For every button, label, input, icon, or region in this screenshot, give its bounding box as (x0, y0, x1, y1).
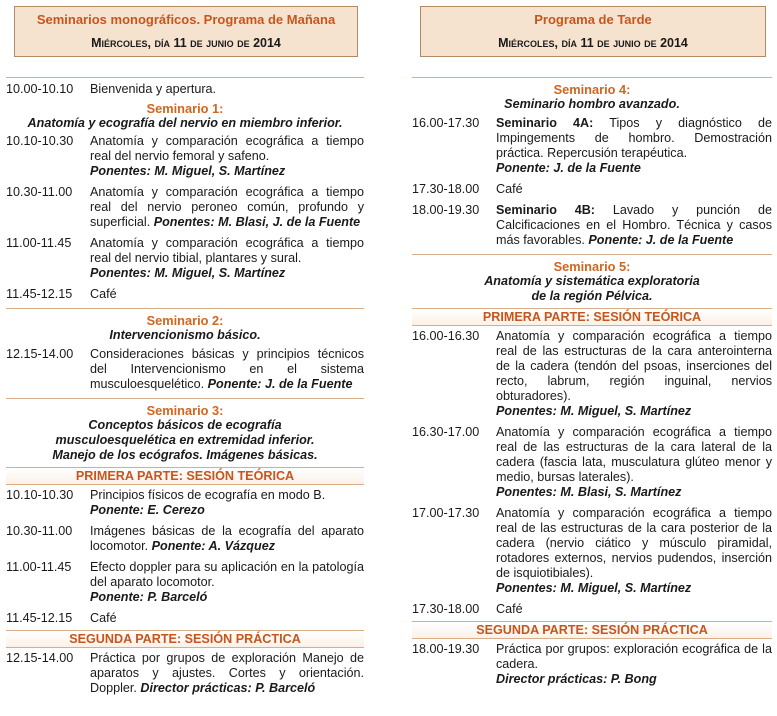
section-heading-theory: PRIMERA PARTE: SESIÓN TEÓRICA (6, 467, 364, 485)
schedule-item: 12.15-14.00 Consideraciones básicas y principios técnicos del Intervencionismo en el sistema musculoesquelético. Ponente: J. de la Fuente (6, 347, 364, 391)
afternoon-column (412, 6, 772, 687)
divider (6, 308, 364, 309)
schedule-item: 16.30-17.00 Anatomía y comparación ecográfica a tiempo real de las estructuras de la cara lateral de la cadera (fascia lata, musculatura glúteo menor y medio, bursas laterales). Ponentes: M. Blasi, S. Martínez (412, 425, 772, 499)
seminar-2-number: Seminario 2: (146, 313, 224, 328)
schedule-item: 11.00-11.45 Anatomía y comparación ecográfica a tiempo real del nervio tibial, plantares y sural. Ponentes: M. Miguel, S. Martínez (6, 236, 364, 280)
divider (6, 77, 364, 78)
schedule-item: 11.45-12.15 Café (6, 611, 117, 625)
schedule-item: 16.00-17.30 Seminario 4A: Tipos y diagnóstico de Impingements de hombro. Demostración práctica. Repercusión terapéutica. Ponente: J. de la Fuente (412, 116, 773, 175)
seminar-3-name-line3: Manejo de los ecógrafos. Imágenes básicas. (52, 448, 318, 462)
seminar-3-number: Seminario 3: (146, 403, 224, 418)
morning-date: Miércoles, día 11 de junio de 2014 (91, 36, 281, 50)
divider (412, 254, 772, 255)
schedule-item: 10.00-10.10 Bienvenida y apertura. (6, 82, 217, 96)
afternoon-date: Miércoles, día 11 de junio de 2014 (498, 36, 688, 50)
schedule-item: 10.30-11.00 Imágenes básicas de la ecografía del aparato locomotor. Ponente: A. Vázquez (6, 524, 364, 553)
section-heading-practice: SEGUNDA PARTE: SESIÓN PRÁCTICA (412, 621, 772, 639)
divider (412, 77, 772, 78)
seminar-1-name: Anatomía y ecografía del nervio en miembro inferior. (27, 116, 343, 130)
schedule-item: 11.45-12.15 Café (6, 287, 117, 301)
schedule-item: 10.10-10.30 Anatomía y comparación ecográfica a tiempo real del nervio femoral y safeno. Ponentes: M. Miguel, S. Martínez (6, 134, 364, 178)
seminar-2-name: Intervencionismo básico. (109, 328, 261, 342)
schedule-item: 12.15-14.00 Práctica por grupos de exploración Manejo de aparatos y ajustes. Cortes y orientación. Doppler. Director prácticas: P. Barceló (6, 651, 364, 695)
seminar-5-number: Seminario 5: (553, 259, 631, 274)
seminar-4-number: Seminario 4: (553, 82, 631, 97)
morning-column (6, 6, 364, 696)
schedule-item: 17.00-17.30 Anatomía y comparación ecográfica a tiempo real de las estructuras de la cara posterior de la cadera (nervio ciático y músculo piramidal, rotadores externos, nervios pudendos, inserción de isquiotibiales). Ponentes: M. Miguel, S. Martínez (412, 506, 772, 595)
seminar-5-name-line2: de la región Pélvica. (531, 289, 653, 303)
schedule-item: 16.00-16.30 Anatomía y comparación ecográfica a tiempo real de las estructuras de la cara anterointerna de la cadera (tendón del psoas, inserciones del recto, labrum, región inguinal, nervios obturadores). Ponentes: M. Miguel, S. Martínez (412, 329, 772, 418)
schedule-item: 17.30-18.00 Café (412, 182, 523, 196)
morning-header (14, 6, 358, 57)
schedule-item: 10.30-11.00 Anatomía y comparación ecográfica a tiempo real del nervio peroneo común, profundo y superficial. Ponentes: M. Blasi, J. de la Fuente (6, 185, 364, 229)
seminar-3-name-line1: Conceptos básicos de ecografía (88, 418, 282, 432)
section-heading-practice: SEGUNDA PARTE: SESIÓN PRÁCTICA (6, 630, 364, 648)
morning-title: Seminarios monográficos. Programa de Mañana (36, 12, 336, 27)
schedule-item: 18.00-19.30 Seminario 4B: Lavado y punción de Calcificaciones en el Hombro. Técnica y casos más favorables. Ponente: J. de la Fuente (412, 203, 773, 247)
schedule-item: 11.00-11.45 Efecto doppler para su aplicación en la patología del aparato locomotor. Ponente: P. Barceló (6, 560, 364, 604)
afternoon-header (420, 6, 766, 57)
schedule-item: 10.10-10.30 Principios físicos de ecografía en modo B. Ponente: E. Cerezo (6, 488, 326, 517)
seminar-5-name-line1: Anatomía y sistemática exploratoria (484, 274, 700, 288)
divider (6, 398, 364, 399)
seminar-4-name: Seminario hombro avanzado. (504, 97, 680, 111)
schedule-item: 18.00-19.30 Práctica por grupos: exploración ecográfica de la cadera. Director prácticas: P. Bong (412, 642, 772, 686)
afternoon-title: Programa de Tarde (534, 12, 652, 27)
seminar-3-name-line2: musculoesquelética en extremidad inferior. (55, 433, 315, 447)
seminar-1-number: Seminario 1: (146, 101, 224, 116)
section-heading-theory: PRIMERA PARTE: SESIÓN TEÓRICA (412, 308, 772, 326)
schedule-item: 17.30-18.00 Café (412, 602, 523, 616)
